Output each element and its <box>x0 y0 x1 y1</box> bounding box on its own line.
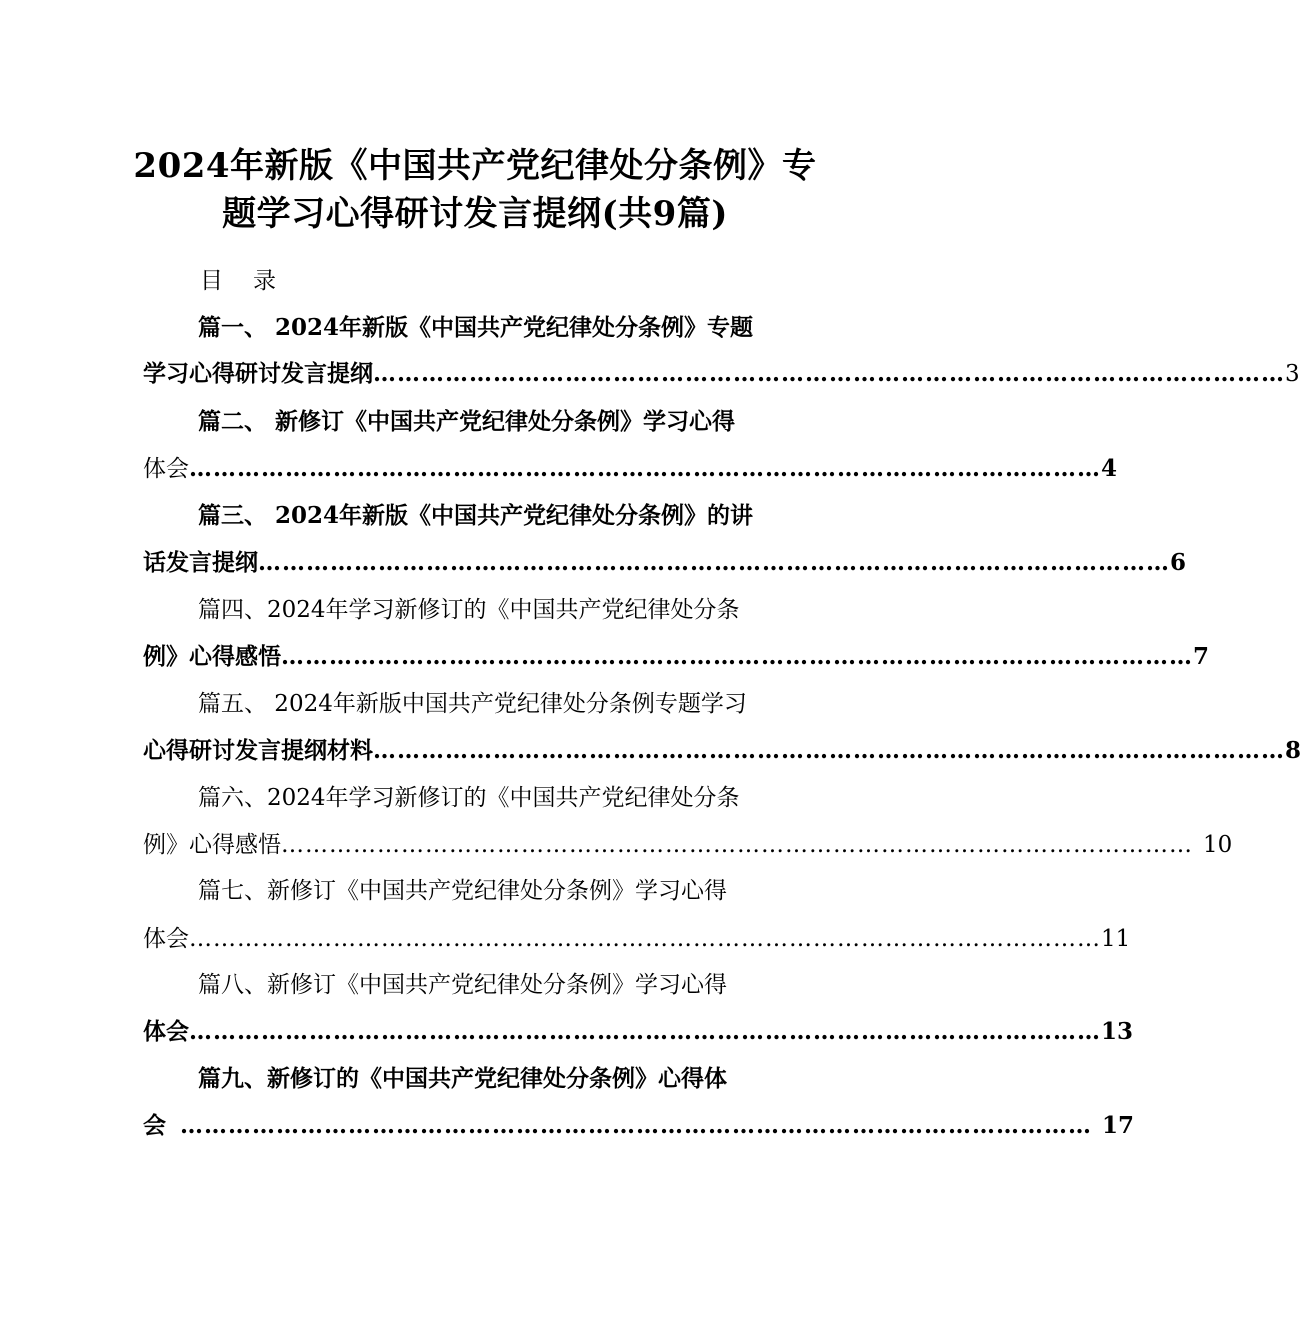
toc-entry-7-line2[interactable] <box>143 923 1131 955</box>
toc-entry-7-page: 11 <box>1101 926 1131 952</box>
toc-entry-4-page: 7 <box>1193 643 1210 670</box>
toc-entry-3-title-end: 话发言提纲 <box>143 549 258 576</box>
toc-entry-3-line2[interactable] <box>143 547 1187 579</box>
toc-entry-6-title-end: 例》心得感悟 <box>143 832 281 858</box>
toc-entry-4-title-end: 例》心得感悟 <box>143 643 281 670</box>
toc-entry-9-line2[interactable] <box>143 1110 1135 1142</box>
toc-entry-9-page: 17 <box>1102 1112 1135 1139</box>
toc-entry-9-leader: …………………………………………………………………………………………………… <box>180 1112 1092 1139</box>
toc-entry-8-line1[interactable]: 篇八、新修订《中国共产党纪律处分条例》学习心得 <box>198 972 727 998</box>
toc-entry-3-leader: …………………………………………………………………………………………………… <box>258 549 1170 576</box>
toc-heading <box>200 265 276 297</box>
toc-entry-4-leader: …………………………………………………………………………………………………… <box>281 643 1193 670</box>
toc-entry-7-leader: …………………………………………………………………………………………………… <box>189 926 1101 952</box>
toc-entry-3-page: 6 <box>1170 549 1187 576</box>
toc-entry-8-leader: …………………………………………………………………………………………………… <box>189 1018 1101 1045</box>
document-title-line1: 2024年新版《中国共产党纪律处分条例》专 <box>133 146 817 186</box>
toc-entry-4-line1[interactable]: 篇四、2024年学习新修订的《中国共产党纪律处分条 <box>198 597 740 623</box>
toc-entry-3-line1[interactable]: 篇三、 2024年新版《中国共产党纪律处分条例》的讲 <box>198 502 754 529</box>
toc-heading-right: 录 <box>253 268 276 294</box>
toc-entry-5-line2[interactable] <box>143 735 1301 767</box>
toc-entry-6-line1[interactable]: 篇六、2024年学习新修订的《中国共产党纪律处分条 <box>198 785 740 811</box>
toc-entry-8-line2[interactable] <box>143 1016 1134 1048</box>
toc-entry-1-line2[interactable] <box>143 358 1300 390</box>
toc-entry-4-line2[interactable] <box>143 641 1210 673</box>
toc-entry-7-title-end: 体会 <box>143 926 189 952</box>
toc-entry-9-title-end: 会 <box>143 1112 166 1139</box>
toc-entry-8-page: 13 <box>1101 1018 1134 1045</box>
toc-entry-8-title-end: 体会 <box>143 1018 189 1045</box>
toc-entry-2-line1[interactable]: 篇二、 新修订《中国共产党纪律处分条例》学习心得 <box>198 408 736 435</box>
toc-entry-6-page: 10 <box>1203 832 1233 858</box>
toc-entry-5-leader: …………………………………………………………………………………………………… <box>373 737 1285 764</box>
toc-entry-1-title-end: 学习心得研讨发言提纲 <box>143 360 373 387</box>
toc-entry-1-leader: …………………………………………………………………………………………………… <box>373 360 1285 387</box>
toc-entry-2-leader: …………………………………………………………………………………………………… <box>189 455 1101 482</box>
toc-entry-9-line1[interactable]: 篇九、新修订的《中国共产党纪律处分条例》心得体 <box>198 1065 727 1092</box>
toc-entry-2-title-end: 体会 <box>143 456 189 482</box>
toc-entry-5-title-end: 心得研讨发言提纲材料 <box>143 737 373 764</box>
toc-entry-5-page: 8 <box>1285 737 1301 764</box>
toc-heading-left: 目 <box>200 268 223 294</box>
toc-entry-7-line1[interactable]: 篇七、新修订《中国共产党纪律处分条例》学习心得 <box>198 878 727 904</box>
toc-entry-2-line2[interactable] <box>143 453 1118 485</box>
toc-entry-6-line2[interactable] <box>143 829 1233 861</box>
toc-entry-2-page: 4 <box>1101 455 1118 482</box>
toc-entry-1-line1[interactable]: 篇一、 2024年新版《中国共产党纪律处分条例》专题 <box>198 314 754 341</box>
toc-entry-1-page: 3 <box>1285 361 1300 387</box>
toc-entry-6-leader: …………………………………………………………………………………………………… <box>281 832 1193 858</box>
toc-entry-5-line1[interactable]: 篇五、 2024年新版中国共产党纪律处分条例专题学习 <box>198 691 747 717</box>
document-title-line2: 题学习心得研讨发言提纲(共9篇) <box>222 194 728 234</box>
